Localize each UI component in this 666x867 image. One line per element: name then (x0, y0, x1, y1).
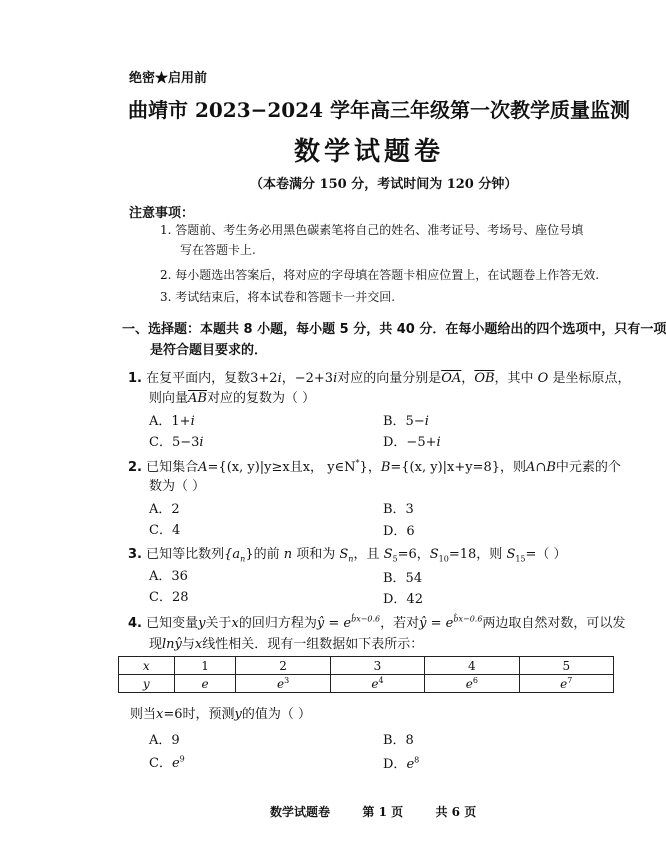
question-3-option-a: A．36 (149, 569, 188, 584)
table-cell: 4 (425, 657, 519, 675)
secret-label: 绝密★启用前 (129, 71, 208, 86)
question-3-number: 3. (128, 547, 142, 562)
question-2-option-a: A．2 (149, 502, 180, 517)
question-2-line-2: 数为（ ） (149, 479, 206, 494)
question-1-option-b: B．5−i (383, 414, 429, 429)
notes-heading: 注意事项： (129, 206, 195, 221)
question-2-number: 2. (128, 460, 142, 475)
table-cell: 3 (330, 657, 424, 675)
vector-ob: $\overline{OB}$ (474, 371, 495, 386)
question-4-data-table (118, 656, 614, 693)
footer (270, 803, 476, 820)
vector-oa: $\overline{OA}$ (441, 371, 462, 386)
table-cell: $e^6$ (425, 675, 519, 693)
question-1-option-d: D．−5+i (383, 435, 441, 450)
table-cell: 2 (236, 657, 330, 675)
question-4-option-c: C．$e^9$ (149, 754, 185, 771)
question-1-option-a: A．1+i (149, 414, 195, 429)
table-cell: $e^3$ (236, 675, 330, 693)
question-4-number: 4. (128, 616, 142, 631)
question-4-line-3: 则当x=6时，预测y的值为（ ） (130, 707, 312, 722)
table-cell: 5 (519, 657, 613, 675)
vector-ab: $\overline{AB}$ (188, 391, 207, 406)
table-cell: e (174, 675, 236, 693)
note-item-1-cont: 写在答题卡上. (180, 243, 256, 257)
question-4-option-d: D．$e^8$ (383, 755, 420, 772)
table-cell: y (119, 675, 175, 693)
exam-info: （本卷满分 150 分，考试时间为 120 分钟） (250, 177, 518, 192)
question-3-option-b: B．54 (383, 571, 423, 586)
question-4-option-a: A．9 (149, 733, 180, 748)
question-2-option-b: B．3 (383, 502, 414, 517)
question-3-option-d: D．42 (383, 592, 423, 607)
question-1-option-c: C．5−3i (149, 435, 204, 450)
question-2-option-d: D．6 (383, 524, 415, 539)
question-1-number: 1. (128, 371, 142, 386)
footer-total: 共 6 页 (435, 805, 477, 819)
table-cell: $e^4$ (330, 675, 424, 693)
note-item-2: 2. 每小题选出答案后，将对应的字母填在答题卡相应位置上，在试题卷上作答无效. (160, 268, 600, 282)
table-cell: 1 (174, 657, 236, 675)
section-1-line-1: 一、选择题：本题共 8 小题，每小题 5 分，共 40 分．在每小题给出的四个选项中，只有一项 (122, 322, 666, 337)
section-1-line-2: 是符合题目要求的． (150, 343, 268, 358)
question-2-option-c: C．4 (149, 523, 181, 538)
table-row-y (119, 675, 614, 693)
table-cell: x (119, 657, 175, 675)
footer-subject: 数学试题卷 (270, 805, 331, 819)
question-1-line-2: 则向量$\overline{AB}$对应的复数为（ ） (149, 391, 316, 406)
question-3-line-1: 3. 已知等比数列$\{a_n\}$的前 n 项和为 $S_n$，且 $S_5=6$，$S_{10}=18$，则 $S_{15}=$（ ） (128, 547, 567, 564)
table-cell: $e^7$ (519, 675, 613, 693)
note-item-3: 3. 考试结束后，将本试卷和答题卡一并交回. (160, 290, 396, 304)
question-2-line-1: 2. 已知集合A={(x, y)|y≥x且x， y∈N*}，B={(x, y)|x+y=8}，则A∩B中元素的个 (128, 458, 621, 475)
subject-title: 数学试题卷 (294, 137, 445, 167)
exam-title: 曲靖市 2023−2024 学年高三年级第一次教学质量监测 (128, 98, 631, 122)
question-4-option-b: B．8 (383, 733, 414, 748)
footer-page: 第 1 页 (362, 805, 404, 819)
table-row-x (119, 657, 614, 675)
question-3-option-c: C．28 (149, 590, 189, 605)
note-item-1: 1. 答题前、考生务必用黑色碳素笔将自己的姓名、准考证号、考场号、座位号填 (160, 223, 584, 237)
question-4-line-2: 现lnŷ与x线性相关．现有一组数据如下表所示： (149, 637, 424, 652)
question-1-line-1: 1. 在复平面内，复数3+2i，−2+3i对应的向量分别是$\overline{OA}$，$\overline{OB}$，其中 O 是坐标原点， (128, 371, 631, 386)
question-4-line-1: 4. 已知变量y关于x的回归方程为ŷ = $e^{b̂x-0.6}$，若对ŷ = $e^{b̂x-0.6}$两边取自然对数，可以发 (128, 614, 626, 631)
